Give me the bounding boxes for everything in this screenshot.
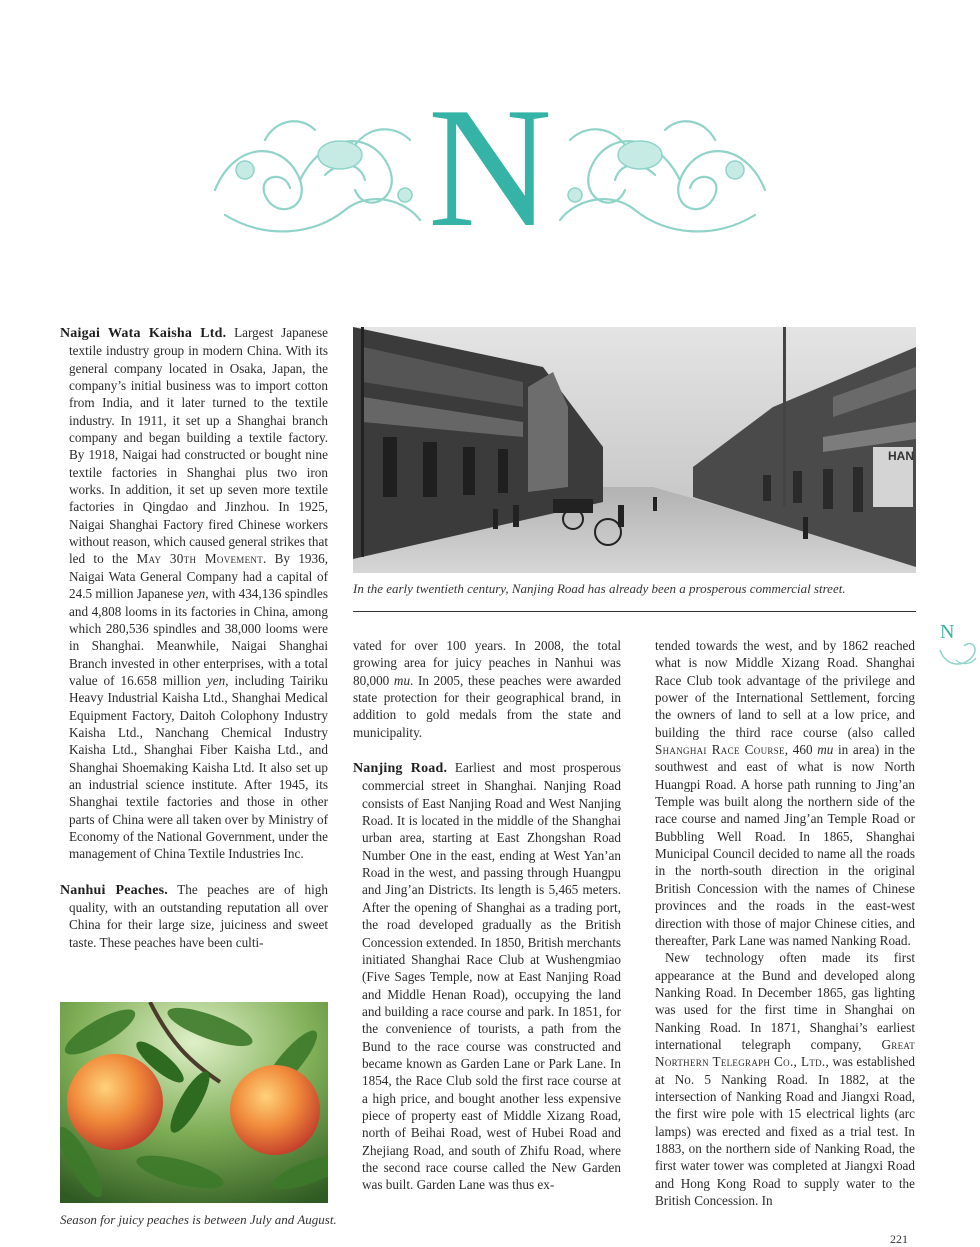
shop-sign: HAN [888, 449, 914, 463]
entry-nanjing-continued: tended towards the west, and by 1862 reached what is now Middle Xizang Road. Shanghai Race Club took advantage of the privilege and power of the International Settlement, forcing the owners of land to sell at a low price, and building the third race course (also called Shanghai Race Course, 460 mu in area) in the southwest and east of what is now North Huangpi Road. A horse path running to Jing’an Temple was built along the northern side of the race course and named Jing’an Temple Road or Bubbling Well Road. In 1865, Shanghai Municipal Council decided to name all the roads in the north-south direction in the original British Concession with the names of Chinese provinces and the roads in the east-west direction with those of major Chinese cities, and thereafter, Park Lane was named Nanking Road. [655, 638, 915, 948]
column-left [60, 324, 328, 951]
page-number: 221 [890, 1232, 908, 1246]
column-middle [353, 637, 621, 1194]
street-photo-caption: In the early twentieth century, Nanjing Road has already been a prosperous commercial street. [353, 581, 846, 596]
entry-title: Nanjing Road. [353, 761, 448, 777]
section-letter: N [427, 73, 553, 263]
thumb-tab-letter: N [940, 621, 955, 643]
column-right [655, 637, 915, 1209]
entry-title: Nanhui Peaches. [60, 882, 168, 898]
nanjing-road-photo [353, 327, 916, 573]
entry-nanhui-continued: vated for over 100 years. In 2008, the total growing area for juicy peaches in Nanhui was 80,000 mu. In 2005, these peaches were awarded state protection for their geographical brand, in addition to gold medals from the state and municipality. [353, 638, 621, 740]
entry-nanhui: Nanhui Peaches. The peaches are of high quality, with an outstanding reputation all over China for their large size, juiciness and sweet taste. These peaches have been culti- [60, 881, 328, 950]
peaches-photo [60, 1002, 328, 1203]
entry-naigai: Naigai Wata Kaisha Ltd. Largest Japanese textile industry group in modern China. With its general company located in Osaka, Japan, the company’s initial business was to import cotton from India, and it later turned to the textile industry. In 1911, it set up a Shanghai branch company and began building a textile factory. By 1918, Naigai had constructed or bought nine textile factories in Shanghai plus two iron works. In addition, it set up seven more textile factories in Qingdao and Jinzhou. In 1925, Naigai Shanghai Factory fired Chinese workers without reason, which caused general strikes that led to the May 30th Movement. By 1936, Naigai Wata General Company had a capital of 24.5 million Japanese yen, with 434,136 spindles and 4,808 looms in its factories in China, among which 280,536 spindles and 38,000 looms were in Shanghai. Meanwhile, Naigai Shanghai Branch invested in other enterprises, with a total value of 16.658 million yen, including Tairiku Heavy Industrial Kaisha Ltd., Shanghai Medical Equipment Factory, Daitoh Colophony Industry Kaisha Ltd., Nanchang Chemical Industry Kaisha Ltd., Shanghai Fiber Kaisha Ltd., and Shanghai Shoemaking Kaisha Ltd. It also set up an industrial science institute. After 1945, its Shanghai textile factories and those in other parts of China were all taken over by Ministry of Economy of the National Government, under the management of China Textile Industries Inc. [60, 325, 329, 862]
entry-nanjing-paragraph-2: New technology often made its first appearance at the Bund and developed along Nanking Road. In December 1865, gas lighting was used for the first time in Shanghai on Nanking Road. In 1871, Shanghai’s earliest international telegraph company, Great Northern Telegraph Co., Ltd., was established at No. 5 Nanking Road. In 1882, at the intersection of Nanking Road and Jiangxi Road, the first wire pole with 15 electrical lights (arc lamps) was erected and fixed as a trial test. In 1883, on the northern side of Nanking Road, the first water tower was completed at Jiangxi Road and Hong Kong Road to supply water to the British Concession. In [655, 950, 915, 1208]
peaches-photo-caption: Season for juicy peaches is between July and August. [60, 1212, 337, 1227]
caption-divider [353, 611, 916, 612]
entry-nanjing: Nanjing Road. Earliest and most prosperous commercial street in Shanghai. Nanjing Road consists of East Nanjing Road and West Nanjing Road. It is located in the middle of the Shanghai urban area, starting at East Zhongshan Road Number One in the east, ending at West Yan’an Road in the west, and passing through Huangpu and Jing’an Districts. Its length is 5,465 meters. After the opening of Shanghai as a trading port, the road developed gradually as the British Concession extended. In 1850, British merchants initiated Shanghai Race Club at Wushengmiao (Five Sages Temple, now at East Nanjing Road and Middle Henan Road), occupying the land and building a race course and park. In 1851, for the convenience of tourists, a path from the Bund to the race course was constructed and became known as Garden Lane or Park Lane. In 1854, the Race Club sold the first race course at a high price, and bought another less expensive piece of property east of Middle Xizang Road, north of Beihai Road, west of Hubei Road and Zhejiang Road, and south of Zhifu Road, where the second race course called the New Garden was built. Garden Lane was thus ex- [353, 760, 621, 1193]
entry-title: Naigai Wata Kaisha Ltd. [60, 326, 227, 341]
